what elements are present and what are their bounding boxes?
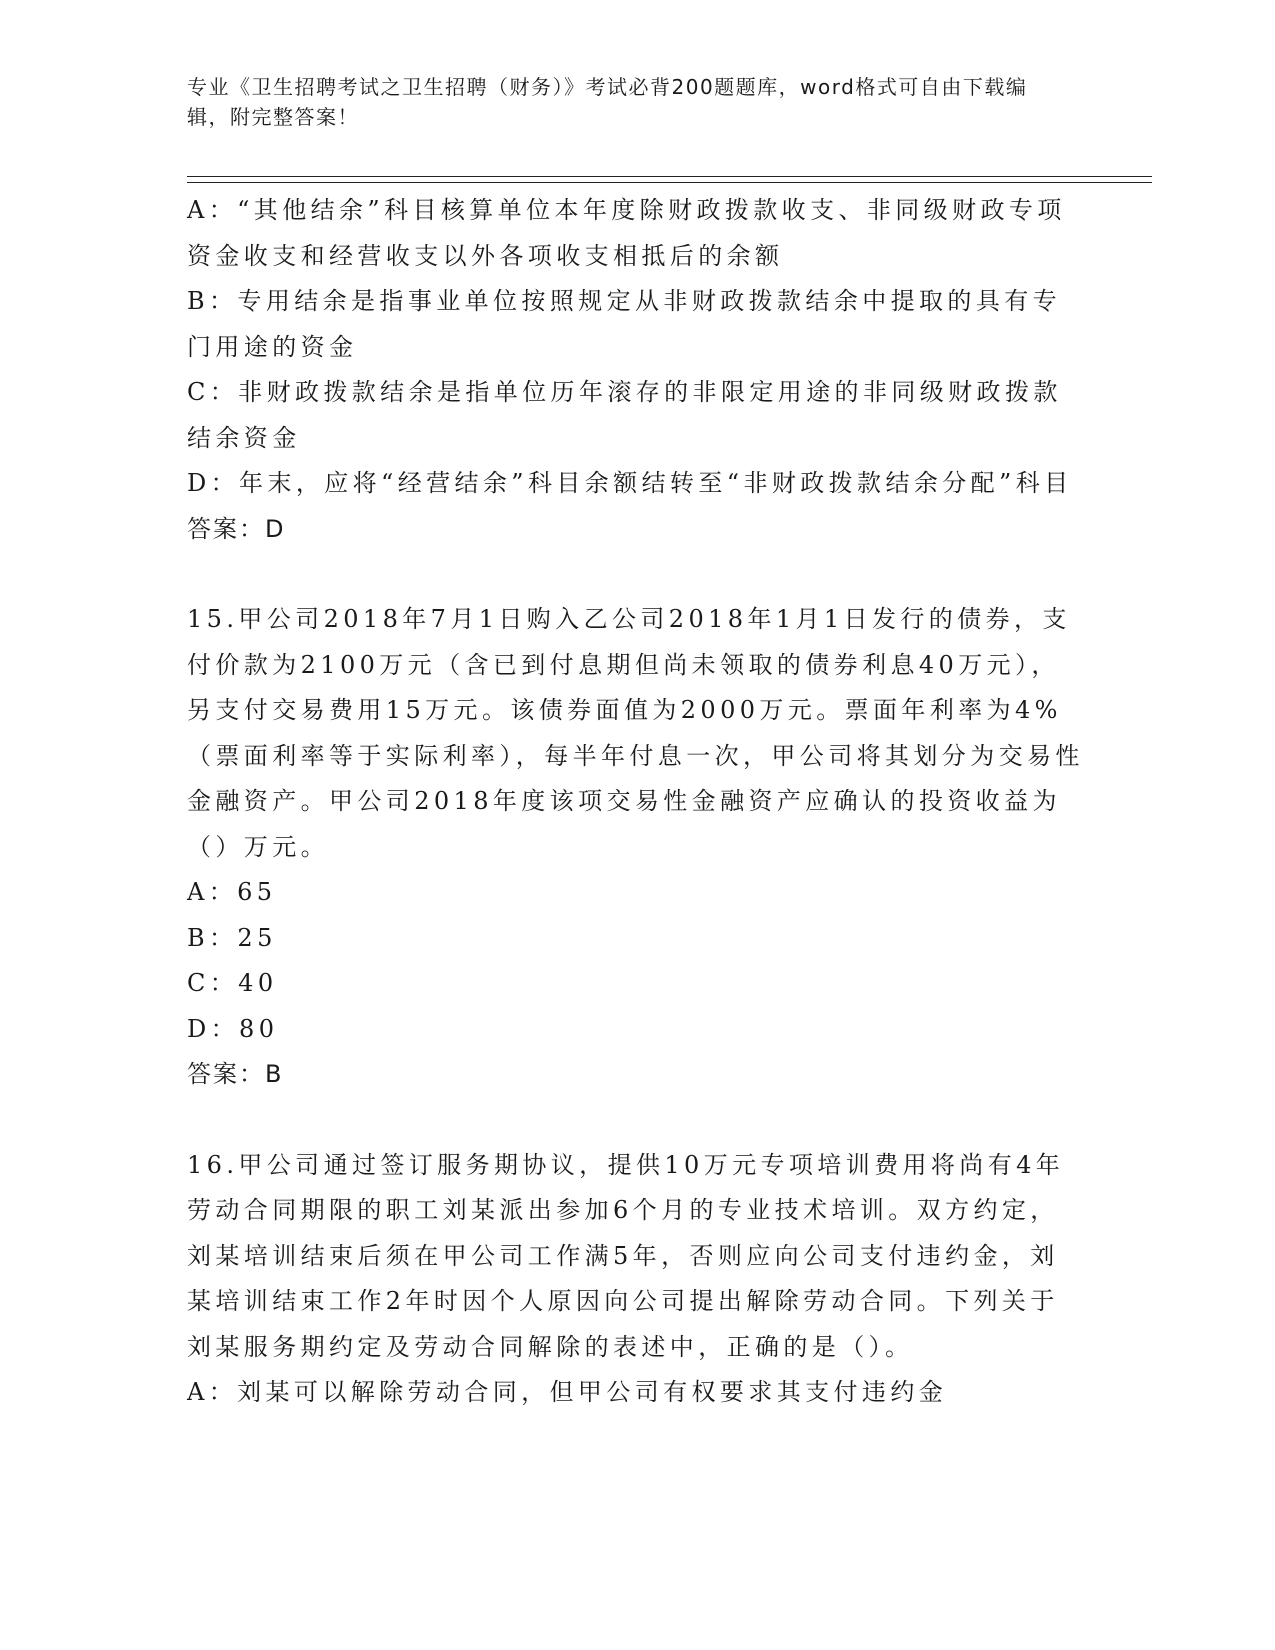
q14-option-d: D：年末，应将“经营结余”科目余额结转至“非财政拨款结余分配”科目 xyxy=(187,469,1073,497)
q14-option-c: C：非财政拨款结余是指单位历年滚存的非限定用途的非同级财政拨款结余资金 xyxy=(187,378,1062,452)
q15-answer: 答案：B xyxy=(187,1060,284,1088)
spacer xyxy=(187,552,1087,597)
q14-answer: 答案：D xyxy=(187,514,286,543)
question-16 xyxy=(187,1143,1087,1416)
q14-option-b: B：专用结余是指事业单位按照规定从非财政拨款结余中提取的具有专门用途的资金 xyxy=(187,287,1062,361)
q15-stem: 15.甲公司2018年7月1日购入乙公司2018年1月1日发行的债券，支付价款为2100万元（含已到付息期但尚未领取的债券利息40万元），另支付交易费用15万元。该债券面值为2000万元。票面年利率为4%（票面利率等于实际利率），每半年付息一次，甲公司将其划分为交易性金融资产。甲公司2018年度该项交易性金融资产应确认的投资收益为（）万元。 xyxy=(187,605,1084,861)
question-14 xyxy=(187,188,1087,552)
document-body xyxy=(187,188,1087,1416)
q15-option-c: C：40 xyxy=(187,969,278,997)
q15-option-d: D：80 xyxy=(187,1014,279,1043)
spacer xyxy=(187,1098,1087,1143)
q14-option-a: A：“其他结余”科目核算单位本年度除财政拨款收支、非同级财政专项资金收支和经营收支以外各项收支相抵后的余额 xyxy=(187,196,1066,270)
q16-option-a: A：刘某可以解除劳动合同，但甲公司有权要求其支付违约金 xyxy=(187,1378,948,1406)
q15-option-a: A：65 xyxy=(187,878,277,906)
q15-option-b: B：25 xyxy=(187,923,277,952)
q16-stem: 16.甲公司通过签订服务期协议，提供10万元专项培训费用将尚有4年劳动合同期限的职工刘某派出参加6个月的专业技术培训。双方约定，刘某培训结束后须在甲公司工作满5年，否则应向公司支付违约金，刘某培训结束工作2年时因个人原因向公司提出解除劳动合同。下列关于刘某服务期约定及劳动合同解除的表述中，正确的是（）。 xyxy=(187,1150,1065,1361)
document-header: 专业《卫生招聘考试之卫生招聘（财务）》考试必背200题题库，word格式可自由下载编辑，附完整答案！ xyxy=(187,75,1028,129)
header-divider-top xyxy=(187,176,1152,177)
question-15 xyxy=(187,597,1087,1098)
header-divider-bottom xyxy=(187,182,1152,183)
